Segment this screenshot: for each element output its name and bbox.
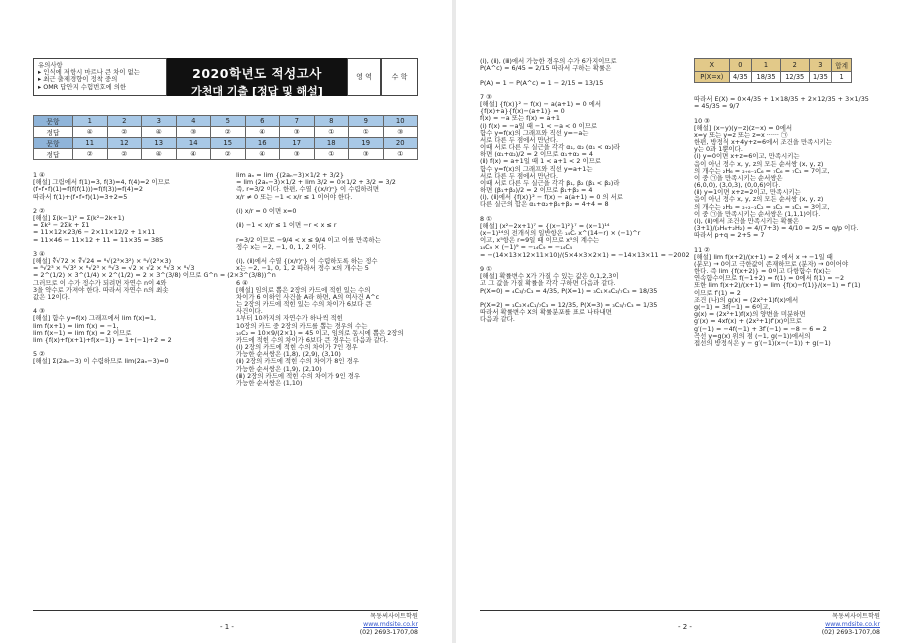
solution-line: 따라서 확률변수 X의 확률분포를 표로 나타내면 xyxy=(480,308,612,317)
solution-line: 1부터 10까지의 자연수가 하나씩 적힌 xyxy=(236,314,343,323)
answer-cell: ① xyxy=(314,149,349,160)
solution-line: 5 ② xyxy=(33,350,45,359)
solution-line: 따라서 f(1)+(f∘f∘f)(1)=3+2=5 xyxy=(33,192,128,201)
solution-line: 사건이다. xyxy=(236,307,263,316)
notice-box xyxy=(33,58,167,96)
solution-line xyxy=(33,244,233,251)
answer-cell: ④ xyxy=(142,149,177,160)
solution-line: r=3/2 이므로 −9/4 < x ≤ 9/4 이고 이를 만족하는 xyxy=(236,235,381,244)
exam-title: 2020학년도 적성고사 xyxy=(192,66,322,81)
solution-line: x는 −2, −1, 0, 1, 2 따라서 정수 x의 개수는 5 xyxy=(236,264,369,273)
prob-header-cell: 합계 xyxy=(832,59,852,72)
question-number-cell: 11 xyxy=(73,138,108,149)
solution-line: 가능한 순서쌍은 (1,9), (2,10) xyxy=(236,364,322,373)
footer xyxy=(290,613,418,637)
question-number-cell: 17 xyxy=(280,138,315,149)
solution-line: 6 ④ xyxy=(236,278,248,287)
solution-line: [해설] 함수 y=f(x) 그래프에서 lim f(x)=1, xyxy=(33,314,157,323)
solution-line xyxy=(33,201,233,208)
solution-line: 정수 x는 −2, −1, 0, 1, 2 이다. xyxy=(236,242,327,251)
question-number-label: 문항 xyxy=(34,116,73,127)
solution-line: (f∘f∘f)(1)=f(f(f(1)))=f(f(3))=f(4)=2 xyxy=(33,185,143,194)
footer-site: 목동씨사이트학원 xyxy=(832,613,880,620)
prob-row-label: P(X=x) xyxy=(695,72,730,83)
solution-line: 8 ① xyxy=(480,214,492,223)
solution-line: 한다. 즉 lim {f(x+2)} = 0이고 다항함수 f(x)는 xyxy=(694,267,831,276)
solution-line: (6,0,0), (3,0,3), (0,0,6)이다. xyxy=(694,181,781,190)
solution-line: lim {f(x)+f(x+1)+f(x−1)} = 1+(−1)+2 = 2 xyxy=(33,335,172,344)
question-number-cell: 8 xyxy=(314,116,349,127)
answer-cell: ② xyxy=(107,149,142,160)
footer-phone: (02) 2693-1707,08 xyxy=(359,629,418,637)
question-number-cell: 5 xyxy=(211,116,246,127)
solution-line: [해설] 확률변수 X가 가질 수 있는 값은 0,1,2,3이 xyxy=(480,272,619,281)
solution-line: 조건 (나)의 g(x) = (2x²+1)f(x)에서 xyxy=(694,295,799,304)
answer-row-answers xyxy=(34,127,418,138)
solution-line: 즉, r=3/2 이다. 한편, 수열 {(x/r)ⁿ} 이 수렴하려면 xyxy=(236,185,380,194)
answer-cell: ③ xyxy=(280,127,315,138)
footer-rule xyxy=(33,610,418,611)
probability-table xyxy=(694,58,852,83)
prob-value-cell: 1/35 xyxy=(809,72,832,83)
footer xyxy=(752,613,880,637)
solution-line: 의 개수는 ₂H₂ = ₂₊₂₋₁C₂ = ₃C₂ = ₃C₁ = 3이고, xyxy=(694,202,830,211)
solution-line xyxy=(480,87,685,94)
solution-line xyxy=(480,209,685,216)
solution-line: (ⅱ) f(x) = a+1일 때 1 < a+1 < 2 이므로 xyxy=(480,157,601,166)
solution-line: = 2^(1/2) × 3^(1/4) × 2^(1/2) = 2 × 3^(3/8) 이므로 G^n = (2×3^(3/8))^n xyxy=(33,271,276,280)
solution-line: 카드에 적힌 수의 차이가 6보다 큰 경우는 다음과 같다. xyxy=(236,335,388,344)
solution-line: lim f(x−1) = lim f(x) = 2 이므로 xyxy=(33,328,132,337)
solution-line: (ⅱ) −1 < x/r ≤ 1 이면 −r < x ≤ r xyxy=(236,221,337,230)
question-number-cell: 12 xyxy=(107,138,142,149)
answer-cell: ④ xyxy=(245,149,280,160)
solution-line: 그러므로 이 수가 정수가 되려면 자연수 n이 4와 xyxy=(33,278,167,287)
field-label: 영 역 xyxy=(347,58,381,96)
solution-line xyxy=(236,272,422,279)
solution-line: (분모) → 0이고 극한값이 존재하므로 (분자) → 0이어야 xyxy=(694,259,849,268)
solution-line: g(−1) = 3f(−1) = 6이고, xyxy=(694,302,771,311)
answer-cell: ① xyxy=(383,149,418,160)
answer-cell: ① xyxy=(314,127,349,138)
solution-line: 이므로 f′(1) = 2 xyxy=(694,288,741,297)
solution-line: 이 중 ㉠을 만족시키는 순서쌍은 xyxy=(694,173,783,182)
solution-line: 한편, 방정식 x+4y+z=6에서 조건을 만족시키는 xyxy=(694,138,832,147)
prob-header-cell: 0 xyxy=(729,59,752,72)
notice-line: ▸ 인식에 저항시 마르나 큰 차이 없는 xyxy=(38,68,140,77)
solution-line: lim aₙ = lim {(2aₙ−3)×1/2 + 3/2} xyxy=(236,171,344,179)
answer-cell: ④ xyxy=(245,127,280,138)
page-number: - 2 - xyxy=(678,623,692,631)
prob-header-cell: 3 xyxy=(809,59,832,72)
probability-table-header xyxy=(695,59,852,72)
solution-line: f(x) = −a 또는 f(x) = a+1 xyxy=(480,114,560,123)
solution-line: = ⁸√2³ × ⁸√3² × ⁸√2³ × ⁸√3 = √2 × √2 × ⁸√3 × ⁸√3 xyxy=(33,264,195,273)
solution-line: 가능한 순서쌍은 (1,8), (2,9), (3,10) xyxy=(236,350,341,359)
solution-line: 음이 아닌 정수 x, y, z의 모든 순서쌍 (x, y, z) xyxy=(694,195,824,204)
answer-label: 정답 xyxy=(34,127,73,138)
solution-line: g′(x) = 4xf(x) + (2x²+1)f′(x)이므로 xyxy=(694,317,802,326)
solution-line: = 45/35 = 9/7 xyxy=(694,102,740,111)
solution-line: = −(14×13×12×11×10)/(5×4×3×2×1) = −14×13×11 = −2002 xyxy=(480,250,690,259)
solution-line: 2 ② xyxy=(33,206,45,215)
footer-rule xyxy=(480,610,880,611)
question-number-cell: 4 xyxy=(176,116,211,127)
solution-line xyxy=(480,259,685,266)
notice-line: ▸ 최근 출제경향이 정착 중의 xyxy=(38,75,118,84)
solution-line: 또한 lim f(x+2)/(x+1) = lim {f(x)−f(1)}/(x−1) = f′(1) xyxy=(694,281,861,290)
solution-line: 값은 12이다. xyxy=(33,292,70,301)
solution-line: = 11×46 − 11×12 + 11 = 11×35 = 385 xyxy=(33,235,164,244)
solution-line: (3+1)/(₂H₆+₂H₂) = 4/(7+3) = 4/10 = 2/5 = q/p 이다. xyxy=(694,224,859,233)
solution-line: 음이 아닌 정수 x, y, z의 모든 순서쌍 (x, y, z) xyxy=(694,159,824,168)
solution-line: 3을 약수로 가져야 한다. 따라서 자연수 n의 최솟 xyxy=(33,285,169,294)
solution-line: [해설] (x²−2x+1)⁷ = {(x−1)²}⁷ = (x−1)¹⁴ xyxy=(480,221,610,230)
solution-line: 이 중 ㉠을 만족시키는 순서쌍은 (1,1,1)이다. xyxy=(694,209,821,218)
solution-line: P(X=0) = ₄C₃/₇C₃ = 4/35, P(X=1) = ₃C₁×₄C₂/₇C₃ = 18/35 xyxy=(480,286,658,295)
question-number-cell: 20 xyxy=(383,138,418,149)
solution-line: [해설] Σ(2aₙ−3) 이 수렴하므로 lim(2aₙ−3)=0 xyxy=(33,357,169,366)
solutions-column-2 xyxy=(236,172,422,387)
solution-line: {f(x)+a}{f(x)−(a+1)} = 0 xyxy=(480,107,565,116)
solution-line: 10 ③ xyxy=(694,116,710,125)
title-box xyxy=(167,58,347,96)
footer-site: 목동씨사이트학원 xyxy=(370,613,418,620)
solution-line: [해설] 그림에서 f(1)=3, f(3)=4, f(4)=2 이므로 xyxy=(33,178,170,187)
solution-line: 가능한 순서쌍은 (1,10) xyxy=(236,378,303,387)
page-number: - 1 - xyxy=(220,623,234,631)
answer-cell: ③ xyxy=(176,127,211,138)
question-number-cell: 1 xyxy=(73,116,108,127)
solution-line: (ⅲ) 2장의 카드에 적힌 수의 차이가 9인 경우 xyxy=(236,371,361,380)
question-number-cell: 14 xyxy=(176,138,211,149)
solution-line: 의 개수는 ₂H₆ = ₂₊₆₋₁C₆ = ₇C₆ = ₇C₁ = 7이고, xyxy=(694,166,830,175)
solution-line: g(x) = (2x²+1)f(x)의 양변을 미분하면 xyxy=(694,310,806,319)
solution-line: 따라서 E(X) = 0×4/35 + 1×18/35 + 2×12/35 + 3×1/35 xyxy=(694,95,869,103)
solution-line: 서로 다른 두 점에서 만난다. xyxy=(480,135,559,144)
solution-line: 이때 서로 다른 두 실근을 각각 β₁, β₂ (β₁ < β₂)라 xyxy=(480,178,620,187)
solution-line: (ⅱ) y=1이면 x+z=2이고, 만족시키는 xyxy=(694,188,801,197)
solution-line: 4 ③ xyxy=(33,307,45,316)
prob-header-cell: 2 xyxy=(780,59,809,72)
solution-line xyxy=(694,239,894,246)
solutions-column-3 xyxy=(480,57,690,324)
prob-header-cell: 1 xyxy=(752,59,781,72)
answer-cell: ② xyxy=(73,149,108,160)
solution-line: 하면 (β₁+β₂)/2 = 2 이므로 β₁+β₂ = 4 xyxy=(480,186,593,195)
solution-line: [해설] (x−y)(y−z)(z−x) = 0에서 xyxy=(694,123,793,132)
solution-line: 연속함수이므로 f(−1+2) = f(1) = 0에서 f(1) = −2 xyxy=(694,274,845,283)
solution-line: 하면 (α₁+α₂)/2 = 2 이므로 α₁+α₂ = 4 xyxy=(480,150,593,159)
solution-line: 접선의 방정식은 y − g′(−1)(x−(−1)) + g(−1) xyxy=(694,338,831,347)
solution-line: 는 2장의 카드에 적힌 있는 수의 차이가 6보다 큰 xyxy=(236,300,372,309)
prob-value-cell: 1 xyxy=(832,72,852,83)
question-number-cell: 15 xyxy=(211,138,246,149)
solution-line: 3 ④ xyxy=(33,249,45,258)
answer-cell: ② xyxy=(211,149,246,160)
solution-line: (ⅰ), (ⅱ)에서 조건을 만족시키는 확률은 xyxy=(694,216,800,225)
solution-line: 따라서 p+q = 2+5 = 7 xyxy=(694,231,765,240)
solution-line: 7 ③ xyxy=(480,92,492,101)
solution-line: 다음과 같다. xyxy=(480,315,515,324)
question-number-cell: 10 xyxy=(383,116,418,127)
solution-line: = lim (2aₙ−3)×1/2 + lim 3/2 = 0×1/2 + 3/2 = 3/2 xyxy=(236,178,396,187)
solution-line: 서로 다른 두 점에서 만난다. xyxy=(480,171,559,180)
solution-line: 10장의 카드 중 2장의 카드를 뽑는 경우의 수는 xyxy=(236,321,368,330)
answer-cell: ④ xyxy=(73,127,108,138)
question-number-cell: 19 xyxy=(349,138,384,149)
solution-line: x=y 또는 y=z 또는 z=x ······ ㉠ xyxy=(694,130,788,139)
solution-line xyxy=(33,344,233,351)
answer-cell: ④ xyxy=(176,149,211,160)
answer-label: 정답 xyxy=(34,149,73,160)
solution-line: [해설] Σ(k−1)² = Σ(k²−2k+1) xyxy=(33,214,125,223)
question-number-cell: 9 xyxy=(349,116,384,127)
solution-line: P(X=2) = ₃C₂×₄C₁/₇C₃ = 12/35, P(X=3) = ₃C₃/₇C₃ = 1/35 xyxy=(480,300,658,309)
solution-line: 다른 실근의 합은 α₁+α₂+β₁+β₂ = 4+4 = 8 xyxy=(480,200,609,209)
solution-line: y는 0과 1뿐이다. xyxy=(694,145,743,154)
answer-cell: ③ xyxy=(349,149,384,160)
field-value: 수 학 xyxy=(381,58,418,96)
exam-subtitle: 가천대 기출 [정답 및 해설] xyxy=(191,85,323,98)
probability-table-values xyxy=(695,72,852,83)
answer-row-numbers xyxy=(34,138,418,149)
solution-line: (ⅰ), (ⅱ)에서 {f(x)}² − f(x) − a(a+1) = 0 의 서로 xyxy=(480,193,623,202)
solution-line: (ⅰ), (ⅱ)에서 수열 {(x/r)ⁿ} 이 수렴하도록 하는 정수 xyxy=(236,257,378,266)
answer-cell: ② xyxy=(107,127,142,138)
solution-line: = Σk² − 2Σk + Σ1 xyxy=(33,221,90,230)
answer-row-numbers xyxy=(34,116,418,127)
solution-line: 1 ④ xyxy=(33,171,45,179)
solution-line: P(A^c) = 6/45 = 2/15 따라서 구하는 확률은 xyxy=(480,64,612,73)
answer-row-answers xyxy=(34,149,418,160)
page-left xyxy=(0,0,452,643)
solutions-column-4 xyxy=(694,96,894,347)
solution-line: (ⅰ) x/r = 0 이면 x=0 xyxy=(236,206,297,215)
answer-table xyxy=(33,115,418,160)
solution-line: 고 그 값을 가질 확률을 각각 구하면 다음과 같다. xyxy=(480,279,616,288)
solution-line: g′(−1) = −4f(−1) + 3f′(−1) = −8 − 6 = 2 xyxy=(694,324,827,333)
solution-line: 곡선 y=g(x) 위의 점 (−1, g(−1))에서의 xyxy=(694,331,811,340)
page-right xyxy=(456,0,910,643)
solution-line: (ⅰ) f(x) = −a일 때 −1 < −a < 0 이므로 xyxy=(480,121,598,130)
prob-value-cell: 4/35 xyxy=(729,72,752,83)
solution-line: = 11×12×23/6 − 2×11×12/2 + 1×11 xyxy=(33,228,156,237)
footer-url[interactable]: www.mdsite.co.kr xyxy=(363,621,418,629)
question-number-label: 문항 xyxy=(34,138,73,149)
solution-line: 이고, x⁵항은 r=9일 때 이므로 x⁵의 계수는 xyxy=(480,236,600,245)
solution-line: (x−1)¹⁴의 전개식의 일반항은 ₁₄Cᵣ x^(14−r) × (−1)^r xyxy=(480,229,641,238)
notice-title: 유의사항 xyxy=(38,61,63,69)
answer-cell: ④ xyxy=(142,127,177,138)
solution-line xyxy=(33,301,233,308)
answer-cell: ① xyxy=(349,127,384,138)
answer-cell: ③ xyxy=(383,127,418,138)
solution-line: [해설] ∜√72 × ∜√24 = ⁸√(2³×3²) × ⁸√(2³×3) xyxy=(33,257,172,266)
footer-phone: (02) 2693-1707,08 xyxy=(821,629,880,637)
solution-line: 이때 서로 다른 두 실근을 각각 α₁, α₂ (α₁ < α₂)라 xyxy=(480,143,621,152)
exam-header xyxy=(33,58,418,96)
question-number-cell: 16 xyxy=(245,138,280,149)
question-number-cell: 18 xyxy=(314,138,349,149)
solution-line: x/r ≠ 0 또는 −1 < x/r ≤ 1 이어야 한다. xyxy=(236,192,353,201)
solution-line: (ⅰ) y=0이면 x+z=6이고, 만족시키는 xyxy=(694,152,800,161)
footer-url[interactable]: www.mdsite.co.kr xyxy=(825,621,880,629)
solution-line xyxy=(694,110,894,117)
question-number-cell: 2 xyxy=(107,116,142,127)
solution-line: ₁₄C₉ × (−1)⁹ = −₁₄C₉ = −₁₄C₅ xyxy=(480,243,573,252)
question-number-cell: 13 xyxy=(142,138,177,149)
solution-line: P(A) = 1 − P(A^c) = 1 − 2/15 = 13/15 xyxy=(480,78,604,87)
question-number-cell: 6 xyxy=(245,116,280,127)
solution-line: [해설] {f(x)}² − f(x) − a(a+1) = 0 에서 xyxy=(480,100,602,109)
solution-line: (ⅰ), (ⅱ), (ⅲ)에서 가능한 경우의 수가 6가지이므로 xyxy=(480,57,617,65)
solution-line: [해설] lim f(x+2)/(x+1) = 2 에서 x → −1일 때 xyxy=(694,252,833,261)
prob-header-cell: X xyxy=(695,59,730,72)
prob-value-cell: 18/35 xyxy=(752,72,781,83)
prob-value-cell: 12/35 xyxy=(780,72,809,83)
notice-line: ▸ OMR 답안지 수험번호에 의한 xyxy=(38,82,127,91)
solution-line: (ⅱ) 2장의 카드에 적힌 수의 차이가 8인 경우 xyxy=(236,357,359,366)
solution-line: 11 ② xyxy=(694,245,710,254)
solution-line: (ⅰ) 2장의 카드에 적힌 수의 차이가 7인 경우 xyxy=(236,343,358,352)
solution-line: lim f(x+1) = lim f(x) = −1, xyxy=(33,321,119,330)
solution-line: 함수 y=f(x)의 그래프와 직선 y=a+1는 xyxy=(480,164,593,173)
solution-line: 9 ① xyxy=(480,264,492,273)
solution-line: 함수 y=f(x)의 그래프와 직선 y=−a는 xyxy=(480,128,589,137)
answer-cell: ② xyxy=(211,127,246,138)
solution-line: [해설] 임의로 뽑은 2장의 카드에 적힌 있는 수의 xyxy=(236,285,371,294)
answer-cell: ③ xyxy=(280,149,315,160)
question-number-cell: 3 xyxy=(142,116,177,127)
solution-line: ₁₀C₂ = 10×9/(2×1) = 45 이고, 임의로 동시에 뽑은 2장의 xyxy=(236,328,404,337)
question-number-cell: 7 xyxy=(280,116,315,127)
solution-line: 차이가 6 이하인 사건을 A라 하면, A의 여사건 A^c xyxy=(236,292,380,301)
